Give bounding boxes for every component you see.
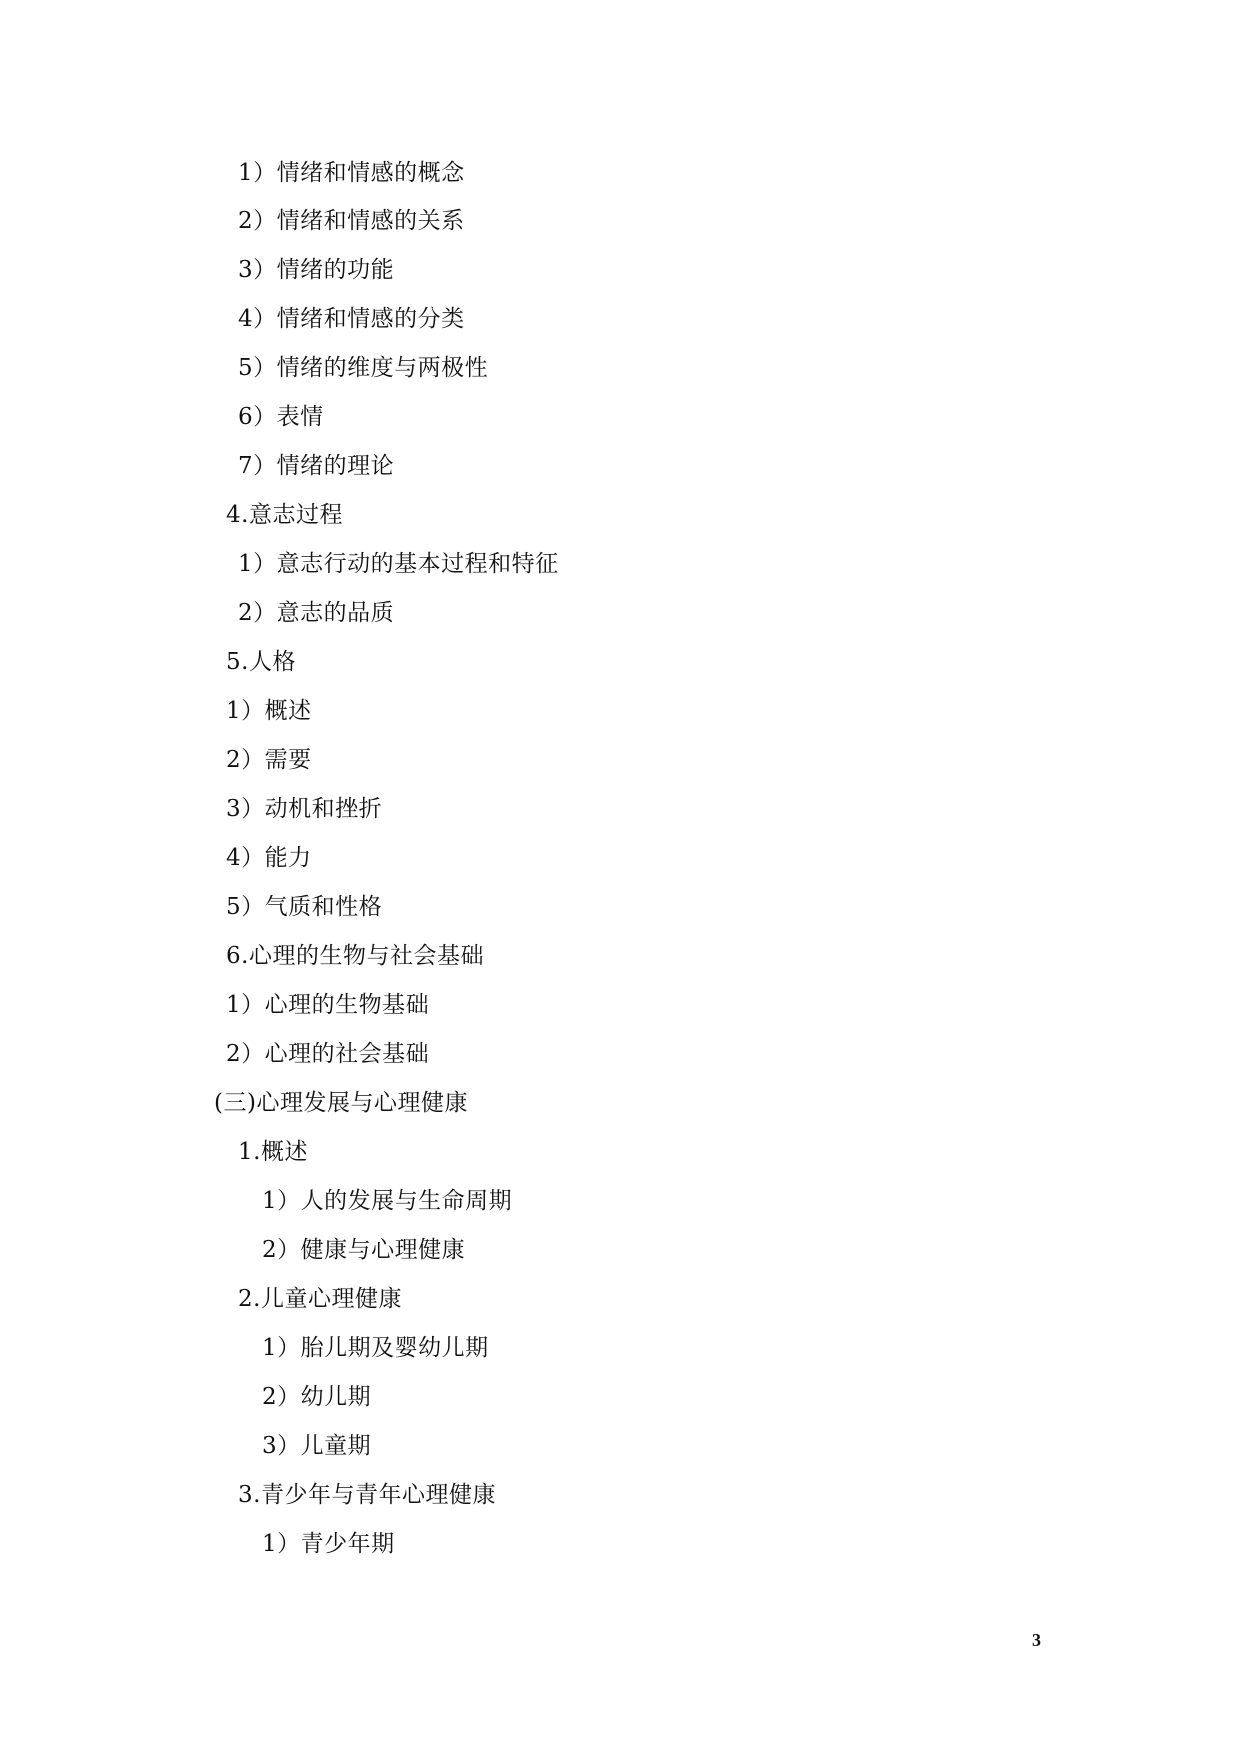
outline-line: 5）情绪的维度与两极性 <box>238 355 489 381</box>
outline-line: 3）儿童期 <box>262 1433 372 1459</box>
outline-heading: 2.儿童心理健康 <box>238 1286 402 1312</box>
outline-line: 1）胎儿期及婴幼儿期 <box>262 1335 489 1361</box>
outline-line: 3）情绪的功能 <box>238 257 395 283</box>
outline-line: 6）表情 <box>238 404 324 430</box>
outline-heading: 6.心理的生物与社会基础 <box>226 943 484 969</box>
outline-line: 3）动机和挫折 <box>226 796 383 822</box>
outline-line: 5）气质和性格 <box>226 894 383 920</box>
outline-heading: 5.人格 <box>226 649 296 675</box>
outline-line: 2）情绪和情感的关系 <box>238 208 465 234</box>
outline-heading: 3.青少年与青年心理健康 <box>238 1482 496 1508</box>
outline-line: 4）能力 <box>226 845 312 871</box>
outline-line: 2）意志的品质 <box>238 600 395 626</box>
outline-line: 7）情绪的理论 <box>238 453 395 479</box>
outline-line: 1）情绪和情感的概念 <box>238 160 465 186</box>
outline-line: 2）健康与心理健康 <box>262 1237 466 1263</box>
outline-line: 2）需要 <box>226 747 312 773</box>
outline-line: 2）幼儿期 <box>262 1384 372 1410</box>
outline-line: 1）意志行动的基本过程和特征 <box>238 551 559 577</box>
outline-line: 1）青少年期 <box>262 1531 395 1557</box>
outline-line: 2）心理的社会基础 <box>226 1041 430 1067</box>
outline-line: 1）心理的生物基础 <box>226 992 430 1018</box>
page-number: 3 <box>1032 1630 1041 1650</box>
outline-line: 1）概述 <box>226 698 312 724</box>
outline-section-heading: (三)心理发展与心理健康 <box>214 1090 468 1116</box>
outline-heading: 1.概述 <box>238 1139 308 1165</box>
outline-line: 1）人的发展与生命周期 <box>262 1188 513 1214</box>
outline-line: 4）情绪和情感的分类 <box>238 306 465 332</box>
outline-heading: 4.意志过程 <box>226 502 343 528</box>
